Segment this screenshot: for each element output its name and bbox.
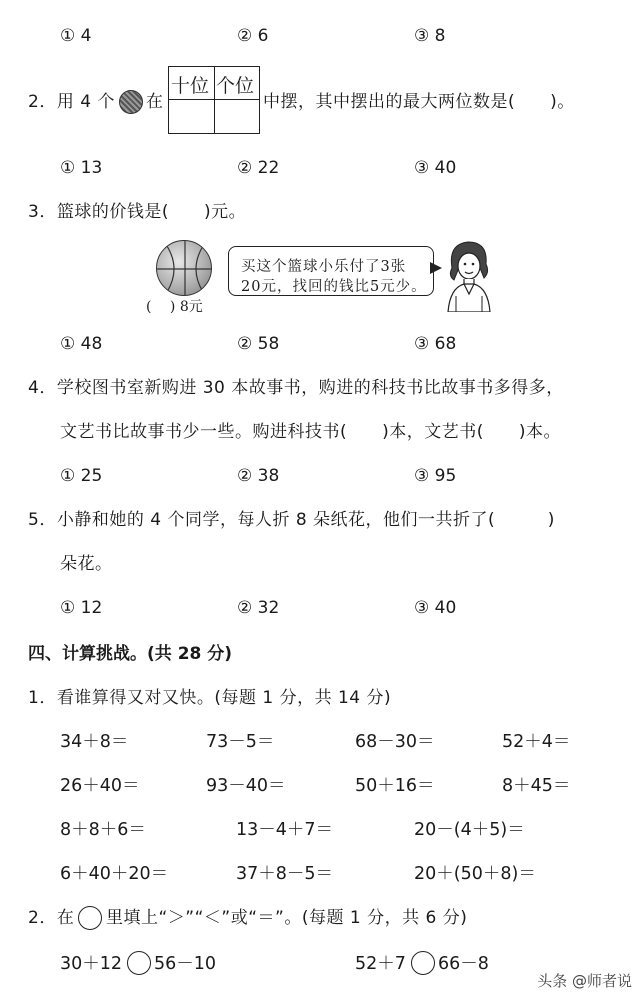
q3-option-3: ③ 68	[414, 334, 457, 354]
q4-line-2: 文艺书比故事书少一些。购进科技书( )本，文艺书( )本。	[60, 422, 562, 442]
answer-circle[interactable]	[78, 906, 102, 930]
q4-option-2: ② 38	[237, 466, 280, 486]
girl-illustration-icon	[440, 238, 496, 312]
calc-item: 20－(4＋5)＝	[414, 820, 525, 840]
answer-circle[interactable]	[127, 951, 151, 975]
speech-line-2: 20元，找回的钱比5元少。	[241, 279, 427, 295]
calc-item: 20＋(50＋8)＝	[414, 864, 536, 884]
grid-header-tens: 十位	[171, 75, 210, 97]
calc-item: 93－40＝	[206, 776, 286, 796]
calc-item: 26＋40＝	[60, 776, 140, 796]
q4-option-3: ③ 95	[414, 466, 457, 486]
q3-price-label: ( ) 8元	[146, 299, 203, 315]
calc-item: 37＋8－5＝	[236, 864, 334, 884]
section-4-sub-1: 1．看谁算得又对又快。(每题 1 分，共 14 分)	[28, 688, 392, 708]
place-value-grid	[168, 66, 260, 134]
q2-suffix: 中摆，其中摆出的最大两位数是( )。	[263, 92, 575, 112]
bead-icon	[119, 90, 143, 114]
section-4-title: 四、计算挑战。(共 28 分)	[28, 644, 233, 664]
q1-option-1: ① 4	[60, 26, 92, 46]
q5-option-2: ② 32	[237, 598, 280, 618]
calc-item: 68－30＝	[355, 732, 435, 752]
compare-left: 52＋7	[355, 954, 406, 974]
q3-option-1: ① 48	[60, 334, 103, 354]
calc-item: 13－4＋7＝	[236, 820, 334, 840]
q2-prefix: 2．用 4 个	[28, 92, 115, 112]
q3-text: 3．篮球的价钱是( )元。	[28, 202, 247, 222]
q2-option-2: ② 22	[237, 158, 280, 178]
speech-bubble	[228, 246, 434, 296]
q1-option-3: ③ 8	[414, 26, 446, 46]
answer-circle[interactable]	[411, 951, 435, 975]
q5-line-1: 5．小静和她的 4 个同学，每人折 8 朵纸花，他们一共折了( )	[28, 510, 555, 530]
calc-item: 52＋4＝	[502, 732, 571, 752]
q5-line-2: 朵花。	[60, 554, 113, 574]
calc-item: 34＋8＝	[60, 732, 129, 752]
q3-option-2: ② 58	[237, 334, 280, 354]
compare-right: 56－10	[154, 954, 217, 974]
watermark: 头条 @师者说	[537, 972, 632, 990]
section-4-sub-2-prefix: 2．在	[28, 908, 75, 928]
q4-line-1: 4．学校图书室新购进 30 本故事书，购进的科技书比故事书多得多，	[28, 378, 564, 398]
q2-option-3: ③ 40	[414, 158, 457, 178]
calc-item: 8＋45＝	[502, 776, 571, 796]
calc-item: 6＋40＋20＝	[60, 864, 169, 884]
q2-mid: 在	[146, 92, 164, 112]
basketball-icon	[156, 240, 212, 296]
speech-line-1: 买这个篮球小乐付了3张	[241, 259, 407, 275]
grid-header-ones: 个位	[216, 75, 255, 97]
compare-right: 66－8	[438, 954, 489, 974]
section-4-sub-2-suffix: 里填上“＞”“＜”或“＝”。(每题 1 分，共 6 分)	[106, 908, 468, 928]
compare-left: 30＋12	[60, 954, 123, 974]
q4-option-1: ① 25	[60, 466, 103, 486]
q5-option-3: ③ 40	[414, 598, 457, 618]
q5-option-1: ① 12	[60, 598, 103, 618]
calc-item: 8＋8＋6＝	[60, 820, 146, 840]
calc-item: 73－5＝	[206, 732, 275, 752]
q2-option-1: ① 13	[60, 158, 103, 178]
calc-item: 50＋16＝	[355, 776, 435, 796]
q1-option-2: ② 6	[237, 26, 269, 46]
